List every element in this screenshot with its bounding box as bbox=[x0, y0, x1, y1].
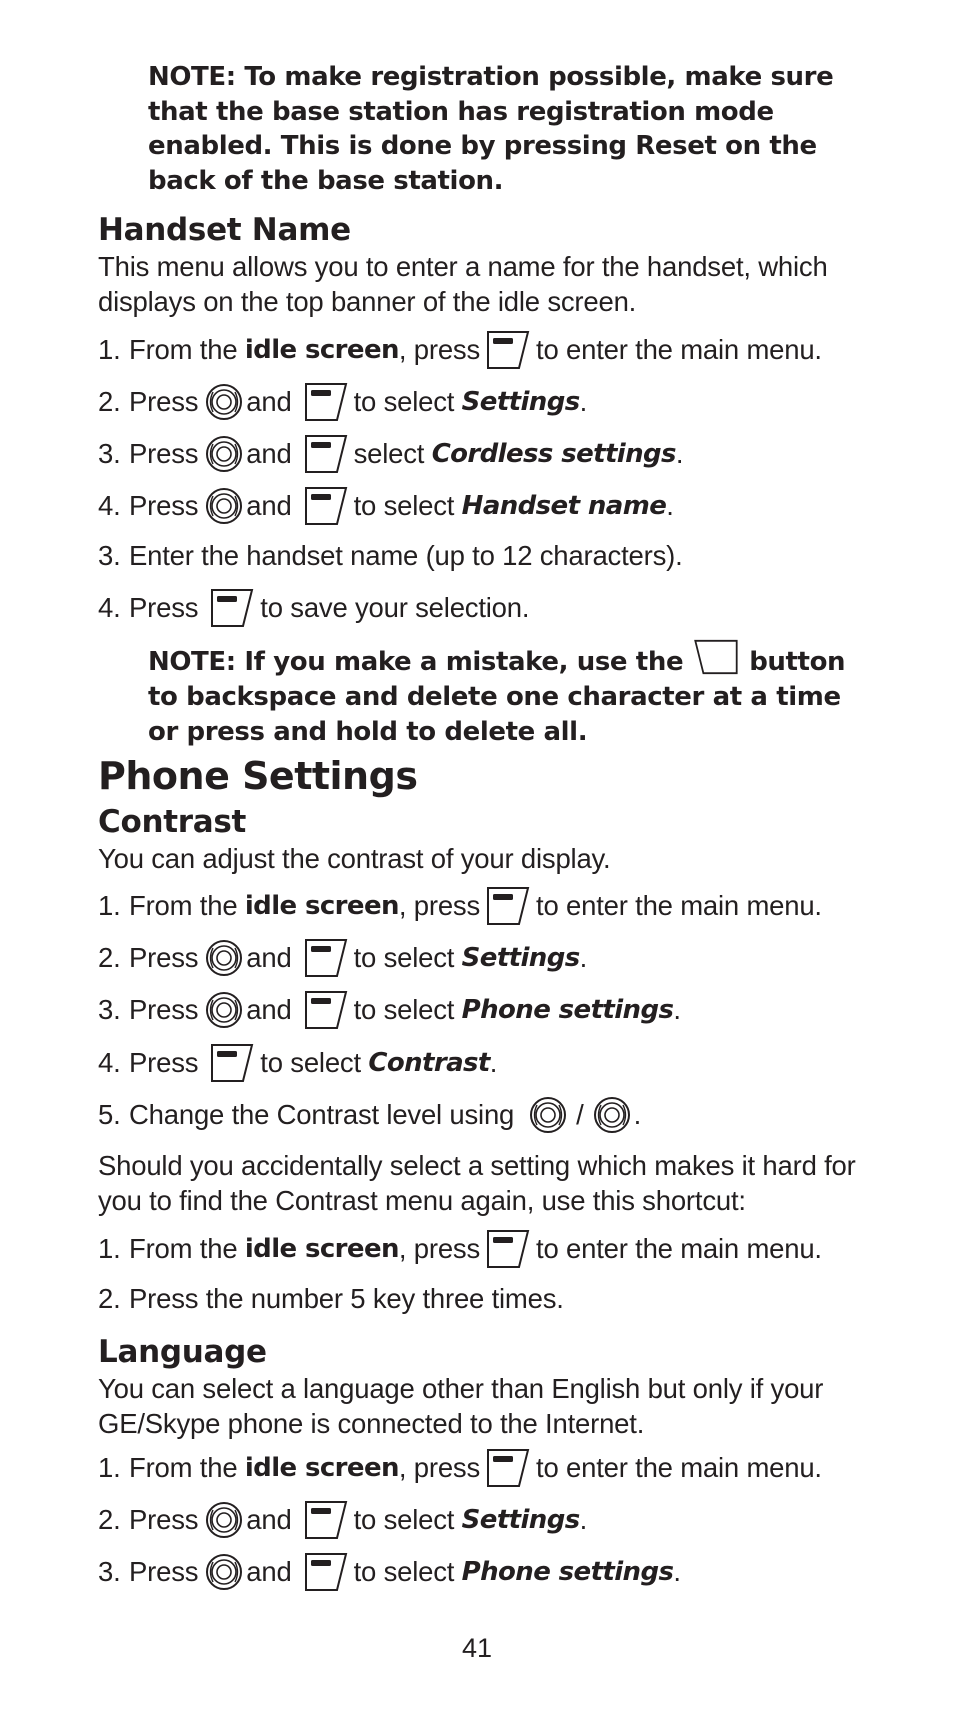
handset-step-4: 4. Press and to select Handset name . bbox=[98, 486, 674, 526]
navigation-key-icon bbox=[204, 486, 244, 526]
left-softkey-icon bbox=[486, 886, 530, 926]
right-softkey-icon bbox=[691, 639, 741, 685]
shortcut-step-2: 2. Press the number 5 key three times. bbox=[98, 1283, 564, 1314]
contrast-step-3: 3. Press and to select Phone settings . bbox=[98, 990, 681, 1030]
navigation-key-icon bbox=[204, 1552, 244, 1592]
handset-step-6: 4. Press to save your selection. bbox=[98, 588, 529, 628]
left-softkey-icon bbox=[304, 990, 348, 1030]
contrast-intro: You can adjust the contrast of your display. bbox=[98, 843, 611, 874]
handset-name-heading: Handset Name bbox=[98, 212, 351, 248]
navigation-key-icon bbox=[204, 434, 244, 474]
left-softkey-icon bbox=[486, 1448, 530, 1488]
left-softkey-icon bbox=[486, 1229, 530, 1269]
left-softkey-icon bbox=[304, 486, 348, 526]
left-softkey-icon bbox=[486, 330, 530, 370]
language-heading: Language bbox=[98, 1334, 267, 1370]
handset-name-intro: This menu allows you to enter a name for the handset, which displays on the top banner of the idle screen. bbox=[98, 251, 828, 317]
navigation-key-icon bbox=[528, 1095, 568, 1135]
left-softkey-icon bbox=[210, 588, 254, 628]
language-intro: You can select a language other than English but only if your GE/Skype phone is connected to the Internet. bbox=[98, 1373, 824, 1439]
left-softkey-icon bbox=[210, 1043, 254, 1083]
language-step-2: 2. Press and to select Settings . bbox=[98, 1500, 587, 1540]
contrast-step-5: 5. Change the Contrast level using / . bbox=[98, 1095, 641, 1135]
left-softkey-icon bbox=[304, 382, 348, 422]
handset-step-1: 1. From the idle screen , press to enter the main menu. bbox=[98, 330, 822, 370]
navigation-key-icon bbox=[204, 382, 244, 422]
backspace-note-rest: to backspace and delete one character at a time or press and hold to delete all. bbox=[148, 682, 841, 747]
handset-step-5: 3. Enter the handset name (up to 12 characters). bbox=[98, 540, 683, 571]
contrast-step-1: 1. From the idle screen , press to enter the main menu. bbox=[98, 886, 822, 926]
navigation-key-icon bbox=[204, 1500, 244, 1540]
backspace-note-line1: NOTE: If you make a mistake, use the button bbox=[148, 644, 848, 680]
registration-note: NOTE: To make registration possible, make sure that the base station has registration mode enabled. This is done by pressing Reset on the back of the base station. bbox=[148, 62, 834, 196]
left-softkey-icon bbox=[304, 434, 348, 474]
left-softkey-icon bbox=[304, 1552, 348, 1592]
navigation-key-icon bbox=[204, 938, 244, 978]
shortcut-step-1: 1. From the idle screen , press to enter the main menu. bbox=[98, 1229, 822, 1269]
page-number: 41 bbox=[461, 1633, 493, 1663]
handset-step-3: 3. Press and select Cordless settings . bbox=[98, 434, 683, 474]
contrast-shortcut-intro: Should you accidentally select a setting which makes it hard for you to find the Contrast menu again, use this shortcut: bbox=[98, 1150, 856, 1216]
contrast-step-4: 4. Press to select Contrast . bbox=[98, 1043, 497, 1083]
phone-settings-heading: Phone Settings bbox=[98, 754, 418, 798]
handset-step-2: 2. Press and to select Settings . bbox=[98, 382, 587, 422]
language-step-3: 3. Press and to select Phone settings . bbox=[98, 1552, 681, 1592]
language-step-1: 1. From the idle screen , press to enter the main menu. bbox=[98, 1448, 822, 1488]
contrast-step-2: 2. Press and to select Settings . bbox=[98, 938, 587, 978]
navigation-key-icon bbox=[204, 990, 244, 1030]
left-softkey-icon bbox=[304, 938, 348, 978]
contrast-heading: Contrast bbox=[98, 804, 247, 840]
navigation-key-icon bbox=[592, 1095, 632, 1135]
left-softkey-icon bbox=[304, 1500, 348, 1540]
